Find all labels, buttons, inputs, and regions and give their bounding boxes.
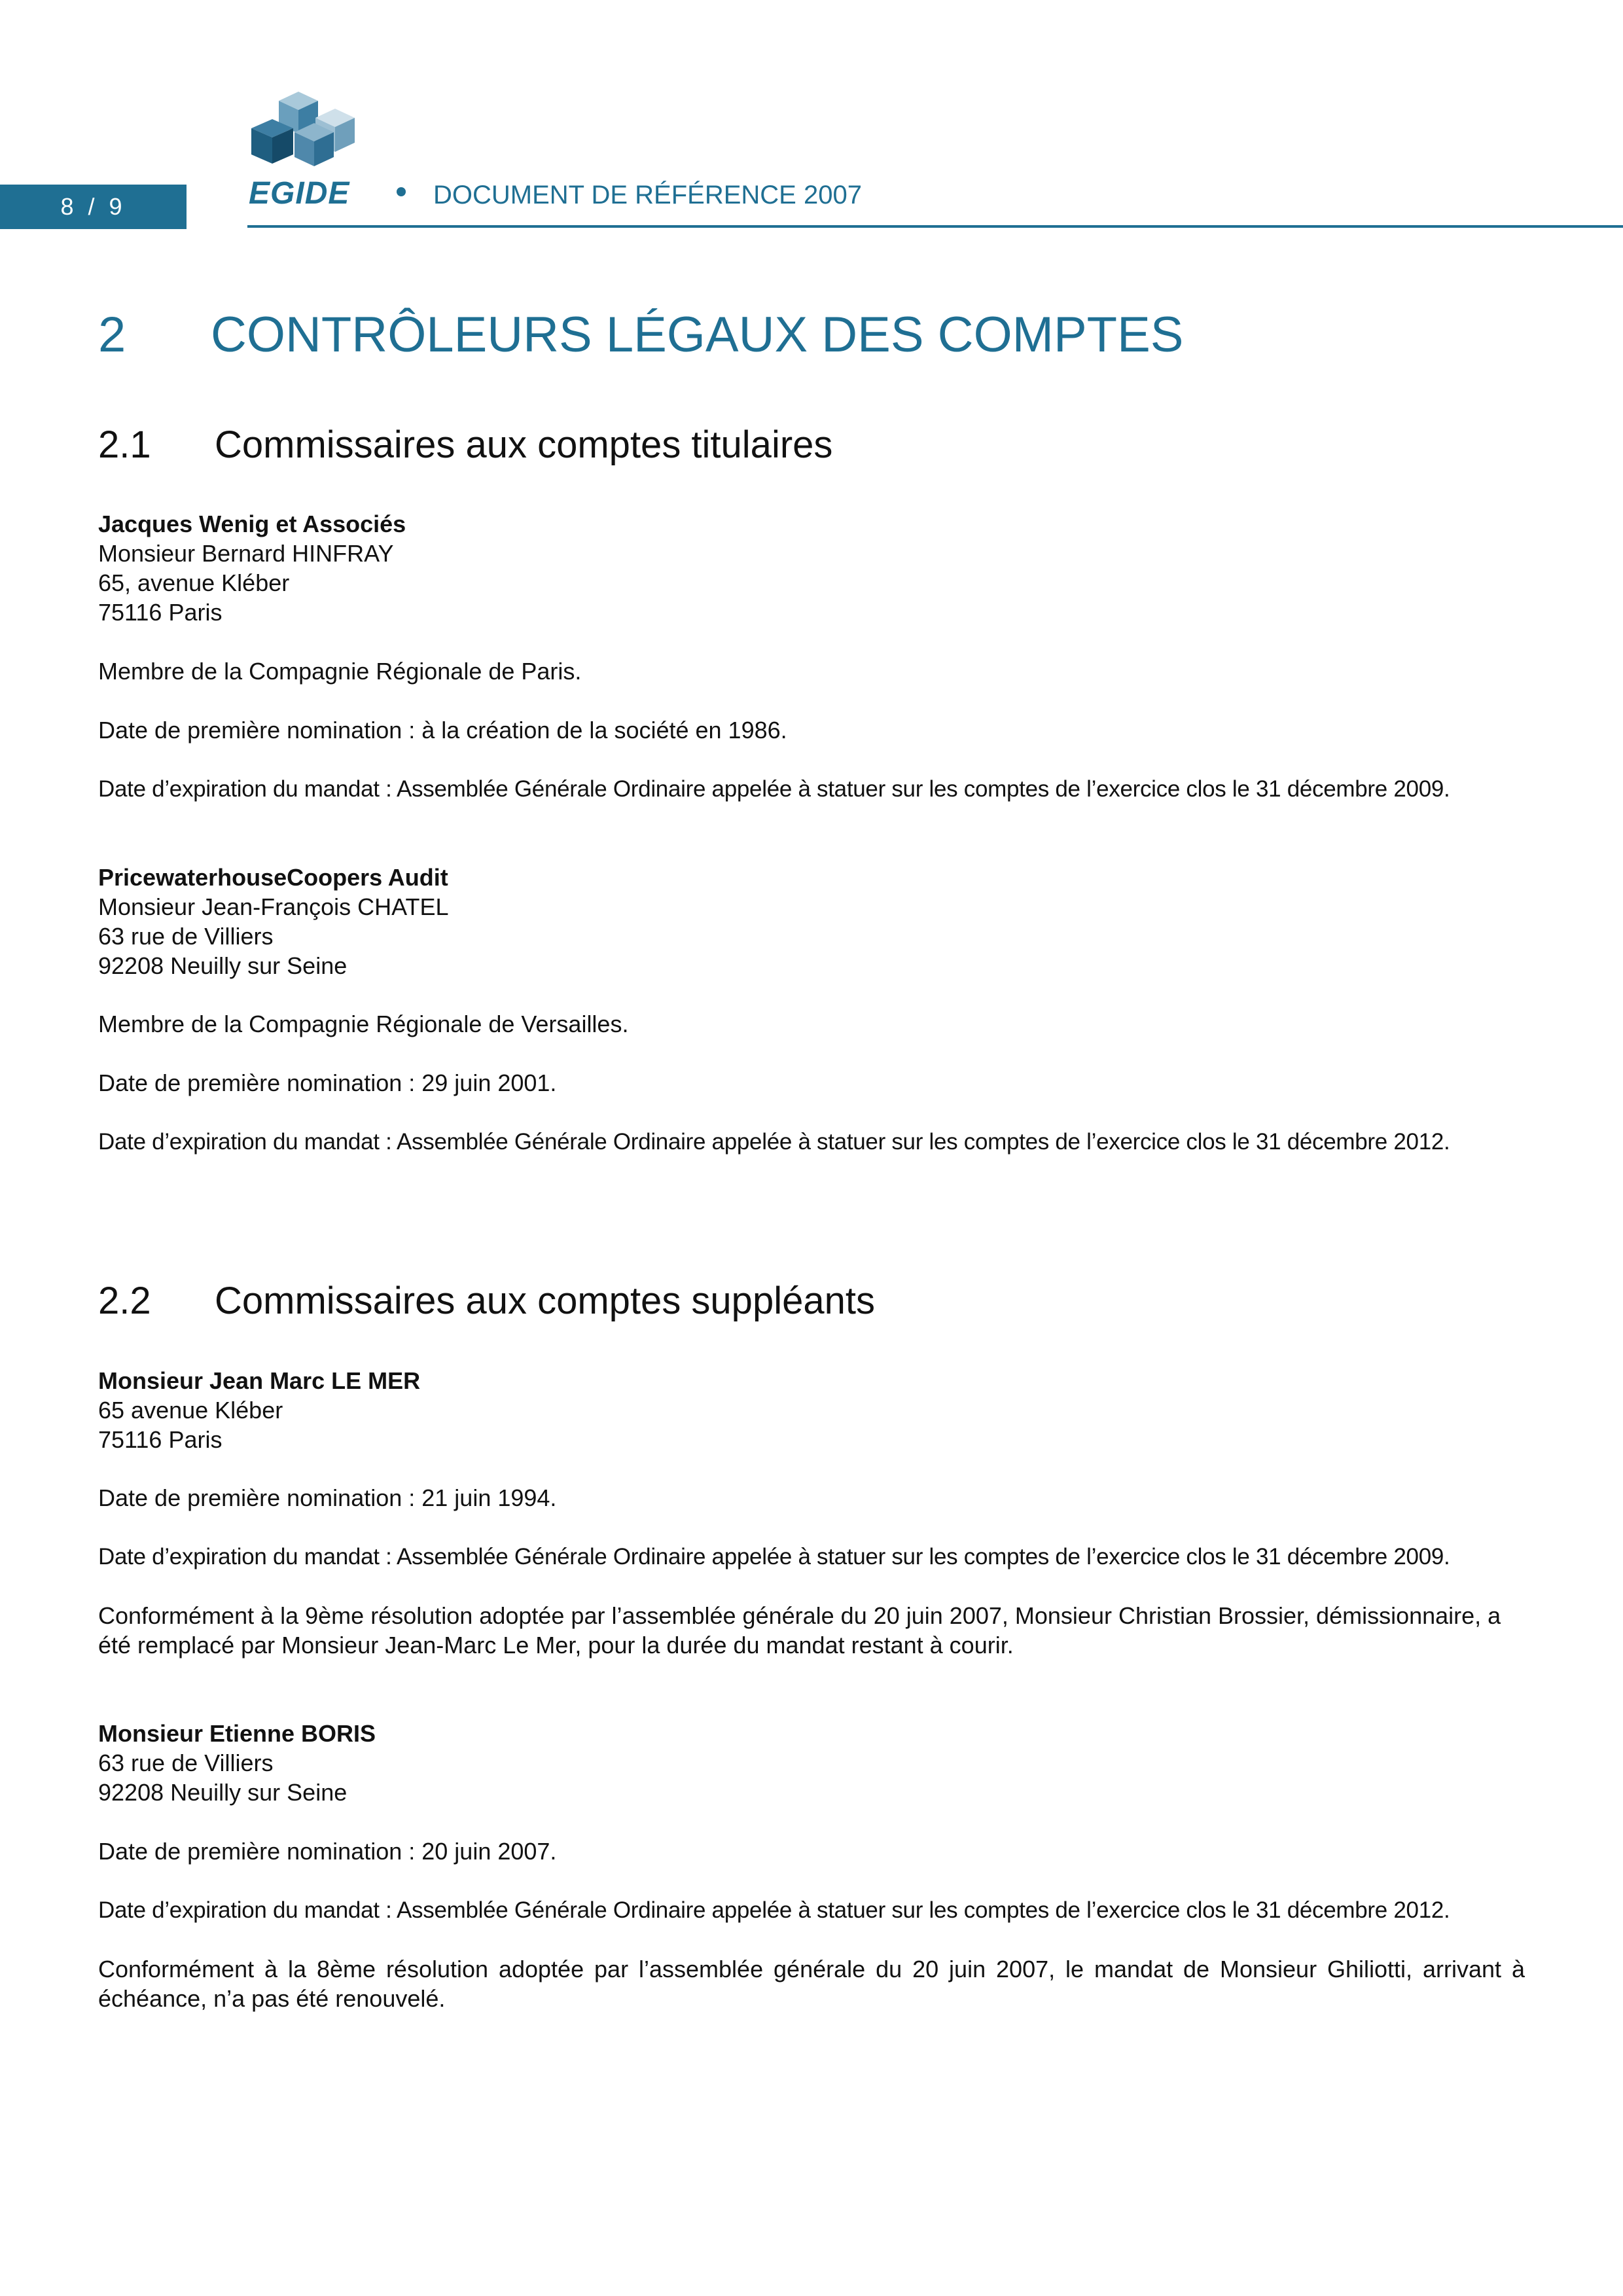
- auditor-mandate-expiry: Date d’expiration du mandat : Assemblée Générale Ordinaire appelée à statuer sur les comptes de l’exercice clos le 31 décembre 2009.: [98, 776, 1450, 802]
- section-number: 2: [98, 307, 126, 363]
- logo-wordmark: EGIDE: [249, 176, 350, 211]
- document-title: DOCUMENT DE RÉFÉRENCE 2007: [433, 181, 862, 209]
- auditor-first-appointment: Date de première nomination : 21 juin 1994.: [98, 1484, 557, 1511]
- subsection-title: Commissaires aux comptes titulaires: [215, 423, 833, 466]
- auditor-first-appointment: Date de première nomination : 29 juin 2001.: [98, 1069, 557, 1096]
- auditor-block-le-mer: [98, 1366, 1525, 1454]
- auditor-city: 75116 Paris: [98, 1426, 223, 1453]
- auditor-name: Monsieur Jean Marc LE MER: [98, 1367, 421, 1394]
- auditor-block-wenig: [98, 509, 1525, 627]
- section-heading: [98, 302, 1184, 368]
- auditor-membership: Membre de la Compagnie Régionale de Paris.: [98, 658, 582, 685]
- header-bullet: [397, 187, 406, 196]
- replacement-note: Conformément à la 9ème résolution adoptée par l’assemblée générale du 20 juin 2007, Monsieur Christian Brossier, démissionnaire, a été remplacé par Monsieur Jean-Marc Le Mer, pour la durée du mandat restant à courir.: [98, 1602, 1501, 1659]
- auditor-city: 92208 Neuilly sur Seine: [98, 952, 348, 979]
- auditor-contact: Monsieur Jean-François CHATEL: [98, 893, 449, 920]
- auditor-mandate-expiry: Date d’expiration du mandat : Assemblée Générale Ordinaire appelée à statuer sur les comptes de l’exercice clos le 31 décembre 2009.: [98, 1544, 1450, 1570]
- auditor-name: Monsieur Etienne BORIS: [98, 1720, 376, 1747]
- subsection-number: 2.1: [98, 423, 151, 466]
- auditor-contact: Monsieur Bernard HINFRAY: [98, 540, 394, 567]
- auditor-address: 63 rue de Villiers: [98, 923, 274, 950]
- auditor-address: 65 avenue Kléber: [98, 1397, 283, 1424]
- auditor-block-pwc: [98, 863, 1525, 980]
- auditor-city: 75116 Paris: [98, 599, 223, 626]
- auditor-membership: Membre de la Compagnie Régionale de Versailles.: [98, 1011, 629, 1037]
- page-number-badge: 8 / 9: [0, 185, 187, 229]
- auditor-mandate-expiry: Date d’expiration du mandat : Assemblée Générale Ordinaire appelée à statuer sur les comptes de l’exercice clos le 31 décembre 2012.: [98, 1897, 1450, 1923]
- section-title: CONTRÔLEURS LÉGAUX DES COMPTES: [211, 307, 1184, 363]
- auditor-first-appointment: Date de première nomination : 20 juin 2007.: [98, 1838, 557, 1865]
- auditor-city: 92208 Neuilly sur Seine: [98, 1779, 348, 1806]
- auditor-name: PricewaterhouseCoopers Audit: [98, 864, 448, 891]
- subsection-title: Commissaires aux comptes suppléants: [215, 1280, 875, 1322]
- non-renewal-note: Conformément à la 8ème résolution adoptée par l’assemblée générale du 20 juin 2007, le mandat de Monsieur Ghiliotti, arrivant à échéance, n’a pas été renouvelé.: [98, 1956, 1525, 2012]
- auditor-first-appointment: Date de première nomination : à la création de la société en 1986.: [98, 717, 787, 744]
- subsection-heading-suppleants: [98, 1275, 875, 1327]
- auditor-mandate-expiry: Date d’expiration du mandat : Assemblée Générale Ordinaire appelée à statuer sur les comptes de l’exercice clos le 31 décembre 2012.: [98, 1129, 1450, 1155]
- header-divider: [247, 225, 1623, 228]
- subsection-heading-titulaires: [98, 419, 832, 471]
- auditor-address: 65, avenue Kléber: [98, 569, 290, 596]
- subsection-number: 2.2: [98, 1280, 151, 1322]
- auditor-block-boris: [98, 1719, 1525, 1807]
- auditor-address: 63 rue de Villiers: [98, 1749, 274, 1776]
- auditor-name: Jacques Wenig et Associés: [98, 511, 406, 537]
